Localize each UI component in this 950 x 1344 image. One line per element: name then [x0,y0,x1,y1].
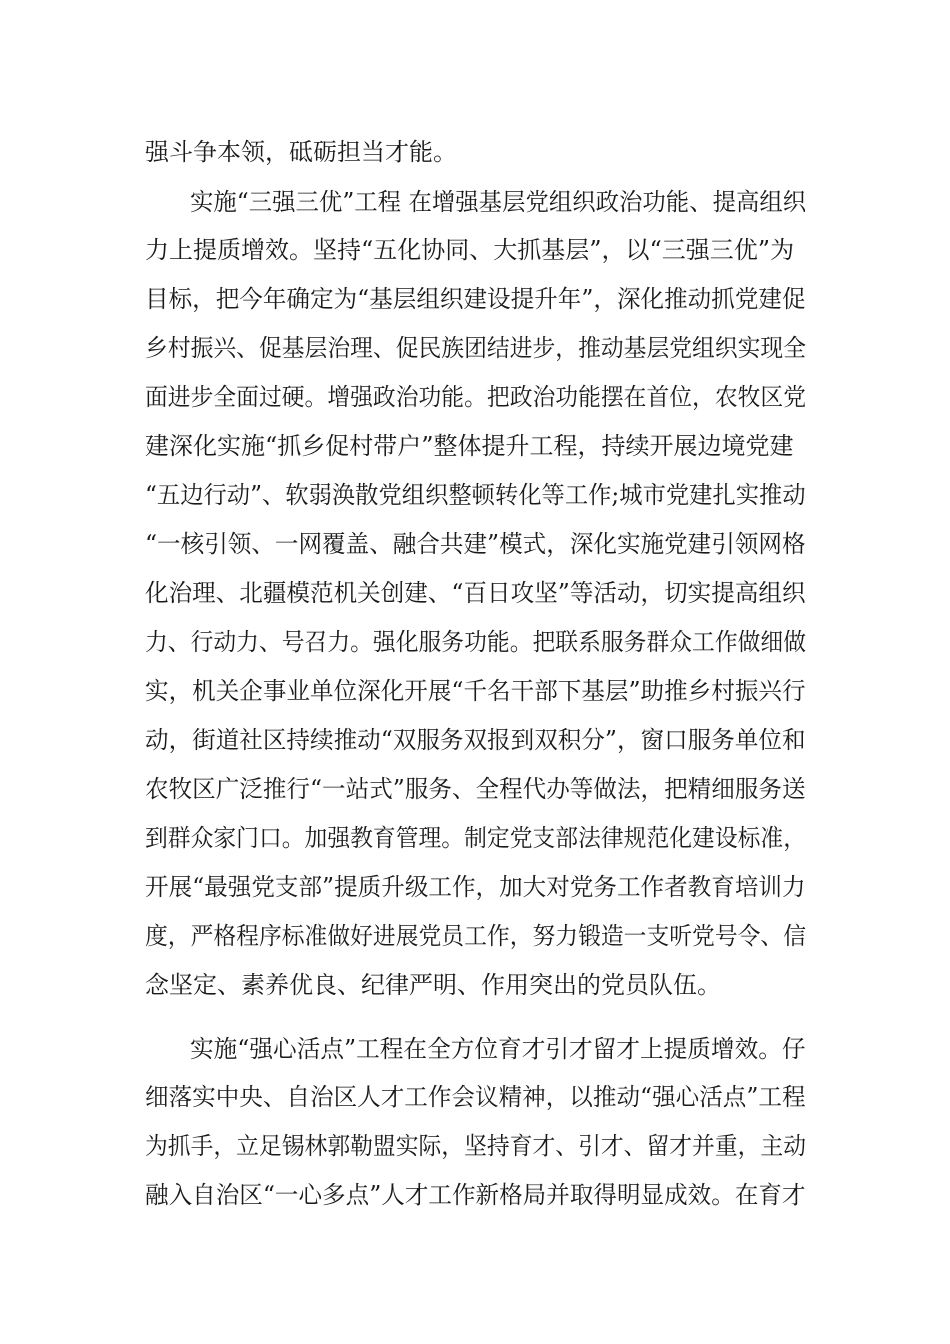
text-line-15: 到群众家门口。加强教育管理。制定党支部法律规范化建设标准， [145,824,806,852]
paragraph-start-line: 实施“三强三优”工程 在增强基层党组织政治功能、提高组织 [190,188,807,216]
text-line-11: 力、行动力、号召力。强化服务功能。把联系服务群众工作做细做 [145,628,806,656]
text-line-8: “五边行动”、软弱涣散党组织整顿转化等工作;城市党建扎实推动 [145,481,806,509]
text-line-12: 实，机关企事业单位深化开展“千名干部下基层”助推乡村振兴行 [145,677,806,705]
text-line-18: 念坚定、素养优良、纪律严明、作用突出的党员队伍。 [145,971,721,999]
text-line-4: 目标，把今年确定为“基层组织建设提升年”，深化推动抓党建促 [145,285,806,313]
text-line-14: 农牧区广泛推行“一站式”服务、全程代办等做法，把精细服务送 [145,775,806,803]
text-line-7: 建深化实施“抓乡促村带户”整体提升工程，持续开展边境党建 [145,432,794,460]
text-line-9: “一核引领、一网覆盖、融合共建”模式，深化实施党建引领网格 [145,530,806,558]
text-line-13: 动，街道社区持续推动“双服务双报到双积分”，窗口服务单位和 [145,726,806,754]
text-line-6: 面进步全面过硬。增强政治功能。把政治功能摆在首位，农牧区党 [145,383,806,411]
text-line-1: 强斗争本领，砥砺担当才能。 [145,138,457,166]
paragraph-start-line: 实施“强心活点”工程在全方位育才引才留才上提质增效。仔 [190,1035,806,1063]
text-line-16: 开展“最强党支部”提质升级工作，加大对党务工作者教育培训力 [145,873,806,901]
text-line-10: 化治理、北疆模范机关创建、“百日攻坚”等活动，切实提高组织 [145,579,806,607]
text-line-22: 融入自治区“一心多点”人才工作新格局并取得明显成效。在育才 [145,1181,806,1209]
text-line-20: 细落实中央、自治区人才工作会议精神，以推动“强心活点”工程 [145,1083,806,1111]
text-line-21: 为抓手，立足锡林郭勒盟实际，坚持育才、引才、留才并重，主动 [145,1132,806,1160]
text-line-3: 力上提质增效。坚持“五化协同、大抓基层”，以“三强三优”为 [145,236,795,264]
text-line-5: 乡村振兴、促基层治理、促民族团结进步，推动基层党组织实现全 [145,334,806,362]
text-line-17: 度，严格程序标准做好进展党员工作，努力锻造一支听党号令、信 [145,922,806,950]
